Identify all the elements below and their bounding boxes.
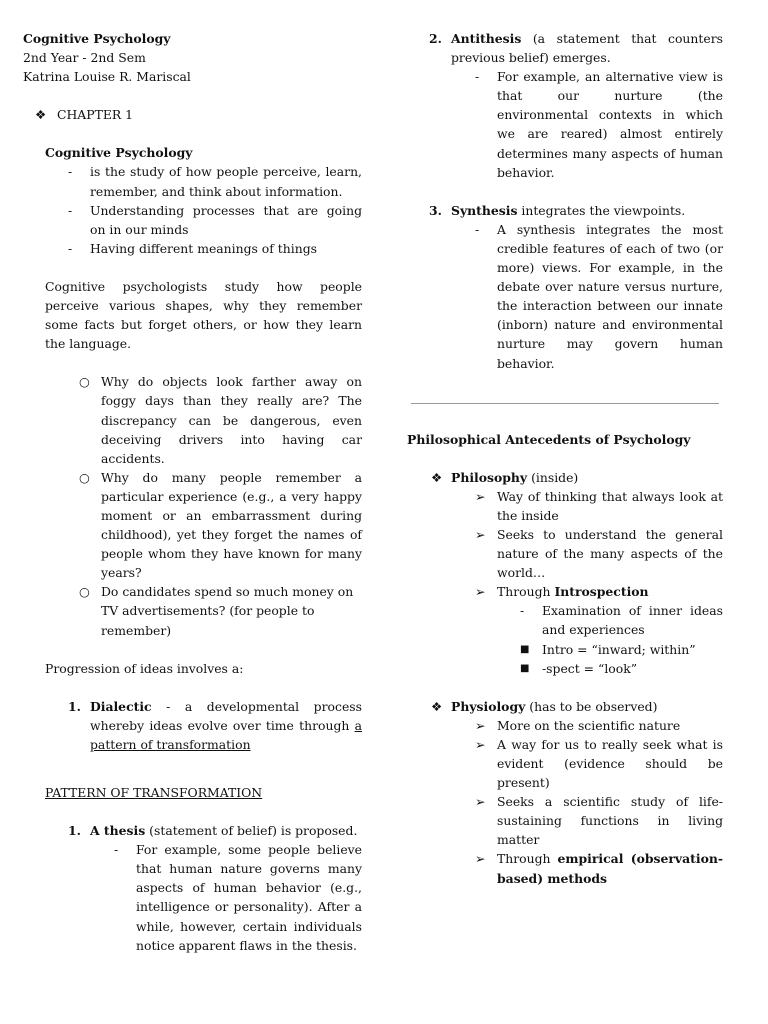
item-number: 1. bbox=[68, 698, 81, 714]
pattern-heading: PATTERN OF TRANSFORMATION bbox=[45, 785, 263, 800]
list-item: - For example, some people believe that human nature governs many aspects of human behavior (e.g., intelligence or personality). After a while, however, certain individuals notice apparent flaws in the thesis. bbox=[114, 842, 362, 953]
list-item: ➢ Seeks a scientific study of life-sustaining functions in living matter bbox=[475, 794, 723, 848]
dash-bullet: - bbox=[475, 221, 480, 237]
chapter-label: CHAPTER 1 bbox=[57, 107, 134, 123]
dash-bullet: - bbox=[475, 69, 480, 85]
diamond-icon: ❖ bbox=[35, 107, 47, 123]
progression-intro: Progression of ideas involves a: bbox=[45, 660, 244, 676]
term-line: 2nd Year - 2nd Sem bbox=[23, 50, 146, 66]
left-column bbox=[23, 29, 362, 955]
arrow-bullet-icon: ➢ bbox=[475, 488, 486, 504]
circle-bullet-icon: ○ bbox=[79, 374, 90, 390]
course-title: Cognitive Psychology bbox=[23, 31, 171, 46]
item-number: 3. bbox=[429, 202, 442, 218]
arrow-bullet-icon: ➢ bbox=[475, 584, 486, 600]
numbered-item-antithesis: 2. Antithesis (a statement that counters previous belief) emerges. bbox=[429, 31, 723, 66]
question-item: ○ Why do objects look farther away on foggy days than they really are? The discrepancy can be dangerous, even deceiving drivers into having car accidents. bbox=[79, 374, 362, 466]
list-item: ■ Intro = “inward; within” bbox=[407, 640, 723, 659]
physiology-heading: ❖ Physiology (has to be observed) bbox=[407, 697, 723, 716]
intro-paragraph: Cognitive psychologists study how people perceive various shapes, why they remember some facts but forget others, or how they learn the language. bbox=[45, 278, 362, 352]
list-item: - Understanding processes that are going on in our minds bbox=[68, 202, 362, 237]
list-item: - Having different meanings of things bbox=[23, 239, 362, 258]
dash-bullet: - bbox=[68, 202, 73, 218]
numbered-item-synthesis: 3. Synthesis integrates the viewpoints. bbox=[407, 201, 723, 220]
arrow-bullet-icon: ➢ bbox=[475, 526, 486, 542]
item-number: 1. bbox=[68, 823, 81, 839]
philosophy-heading: ❖ Philosophy (inside) bbox=[407, 468, 723, 487]
dash-bullet: - bbox=[114, 842, 119, 858]
list-item: ➢ Through empirical (observation-based) methods bbox=[475, 851, 723, 886]
list-item: ➢ Way of thinking that always look at the inside bbox=[475, 488, 723, 523]
diamond-icon: ❖ bbox=[431, 698, 443, 714]
arrow-bullet-icon: ➢ bbox=[475, 851, 486, 867]
list-item: ■ -spect = “look” bbox=[407, 659, 723, 678]
numbered-item-dialectic: 1. Dialectic - a developmental process whereby ideas evolve over time through a pattern of transformation bbox=[68, 698, 362, 752]
arrow-bullet-icon: ➢ bbox=[475, 717, 486, 733]
item-number: 2. bbox=[429, 31, 442, 46]
circle-bullet-icon: ○ bbox=[79, 469, 90, 485]
list-item: ➢ A way for us to really seek what is evident (evidence should be present) bbox=[475, 736, 723, 791]
diamond-icon: ❖ bbox=[431, 469, 443, 485]
numbered-item-thesis: 1. A thesis (statement of belief) is proposed. bbox=[23, 821, 362, 840]
list-item: ➢ More on the scientific nature bbox=[407, 716, 723, 735]
list-item: - A synthesis integrates the most credible features of each of two (or more) views. For example, in the debate over nature versus nurture, the interaction between our innate (inborn) nature and environmental nurture may govern human behavior. bbox=[475, 221, 723, 371]
arrow-bullet-icon: ➢ bbox=[475, 794, 486, 810]
chapter-heading bbox=[23, 105, 362, 124]
circle-bullet-icon: ○ bbox=[79, 584, 90, 600]
square-bullet-icon: ■ bbox=[520, 662, 530, 674]
dash-bullet: - bbox=[520, 603, 525, 619]
question-item: ○ Why do many people remember a particular experience (e.g., a very happy moment or an embarrassment during childhood), yet they forget the names of people whom they have known for many years? bbox=[79, 469, 362, 581]
author-line: Katrina Louise R. Mariscal bbox=[23, 69, 191, 85]
dash-bullet: - bbox=[68, 164, 73, 180]
list-item: - is the study of how people perceive, learn, remember, and think about information. bbox=[68, 164, 362, 199]
dash-bullet: - bbox=[68, 240, 73, 256]
arrow-bullet-icon: ➢ bbox=[475, 736, 486, 752]
question-item: ○ Do candidates spend so much money on TV advertisements? (for people to remember) bbox=[79, 584, 354, 638]
square-bullet-icon: ■ bbox=[520, 643, 530, 655]
antecedents-heading: Philosophical Antecedents of Psychology bbox=[407, 431, 691, 447]
list-item: ➢ Seeks to understand the general nature of the many aspects of the world… bbox=[475, 526, 723, 581]
right-column bbox=[407, 29, 723, 888]
list-item: - For example, an alternative view is that our nurture (the environmental contexts in which we are reared) almost entirely determines many aspects of human behavior. bbox=[475, 69, 723, 180]
list-item: ➢ Through Introspection bbox=[407, 582, 723, 601]
section-title-cognitive-psychology: Cognitive Psychology bbox=[45, 145, 193, 161]
list-item: - Examination of inner ideas and experiences bbox=[520, 603, 723, 638]
